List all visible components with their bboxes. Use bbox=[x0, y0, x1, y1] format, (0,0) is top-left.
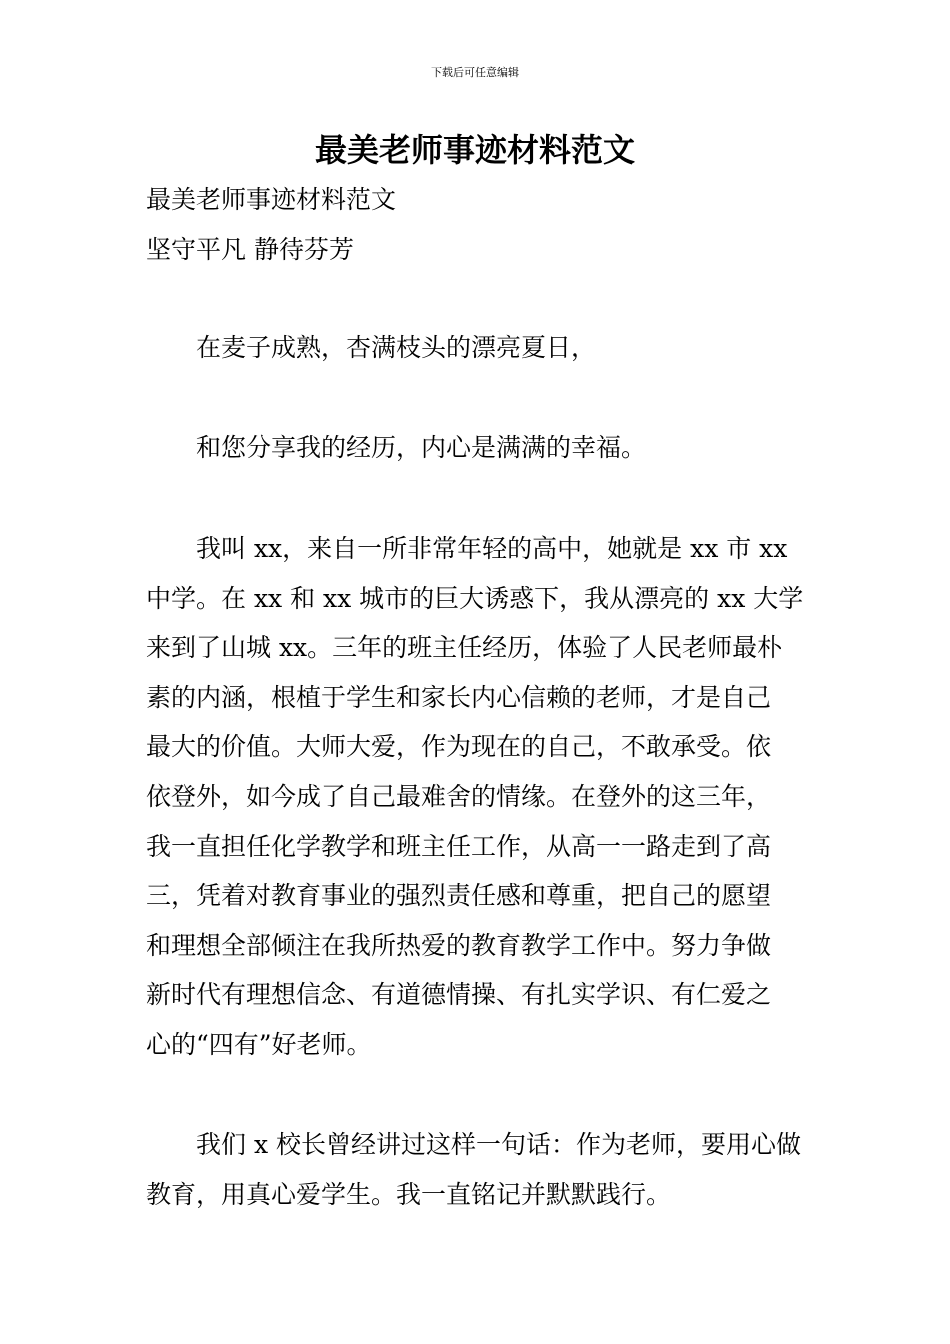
paragraph-line: 我一直担任化学教学和班主任工作，从高一一路走到了高 bbox=[146, 831, 772, 861]
paragraph-line: 我们 x 校长曾经讲过这样一句话：作为老师，要用心做 bbox=[196, 1130, 801, 1159]
paragraph-line: 心的“四有”好老师。 bbox=[146, 1029, 372, 1059]
paragraph bbox=[146, 1120, 806, 1219]
header-note: 下载后可任意编辑 bbox=[431, 66, 519, 79]
paragraph-line: 教育，用真心爱学生。我一直铭记并默默践行。 bbox=[146, 1179, 672, 1209]
subtitle-line: 最美老师事迹材料范文 bbox=[146, 185, 397, 214]
document-title: 最美老师事迹材料范文 bbox=[314, 131, 635, 169]
subtitle-line: 坚守平凡 静待芬芳 bbox=[146, 235, 354, 264]
paragraph-line: 依登外，如今成了自己最难舍的情缘。在登外的这三年， bbox=[146, 781, 772, 811]
paragraph-line: 在麦子成熟，杏满枝头的漂亮夏日， bbox=[196, 333, 597, 362]
paragraph-line: 来到了山城 xx。三年的班主任经历，体验了人民老师最朴 bbox=[146, 633, 783, 663]
paragraph-line: 中学。在 xx 和 xx 城市的巨大诱惑下，我从漂亮的 xx 大学 bbox=[146, 583, 804, 613]
paragraph-line: 最大的价值。大师大爱，作为现在的自己，不敢承受。依 bbox=[146, 732, 772, 762]
paragraph bbox=[146, 524, 806, 1070]
paragraph-line: 我叫 xx，来自一所非常年轻的高中，她就是 xx 市 xx bbox=[196, 534, 788, 563]
paragraph-line: 和您分享我的经历，内心是满满的幸福。 bbox=[196, 433, 647, 462]
paragraph-line: 新时代有理想信念、有道德情操、有扎实学识、有仁爱之 bbox=[146, 980, 772, 1010]
paragraph-line: 素的内涵，根植于学生和家长内心信赖的老师，才是自己 bbox=[146, 682, 772, 712]
paragraph-line: 三，凭着对教育事业的强烈责任感和尊重，把自己的愿望 bbox=[146, 881, 772, 911]
paragraph-line: 和理想全部倾注在我所热爱的教育教学工作中。努力争做 bbox=[146, 930, 772, 960]
